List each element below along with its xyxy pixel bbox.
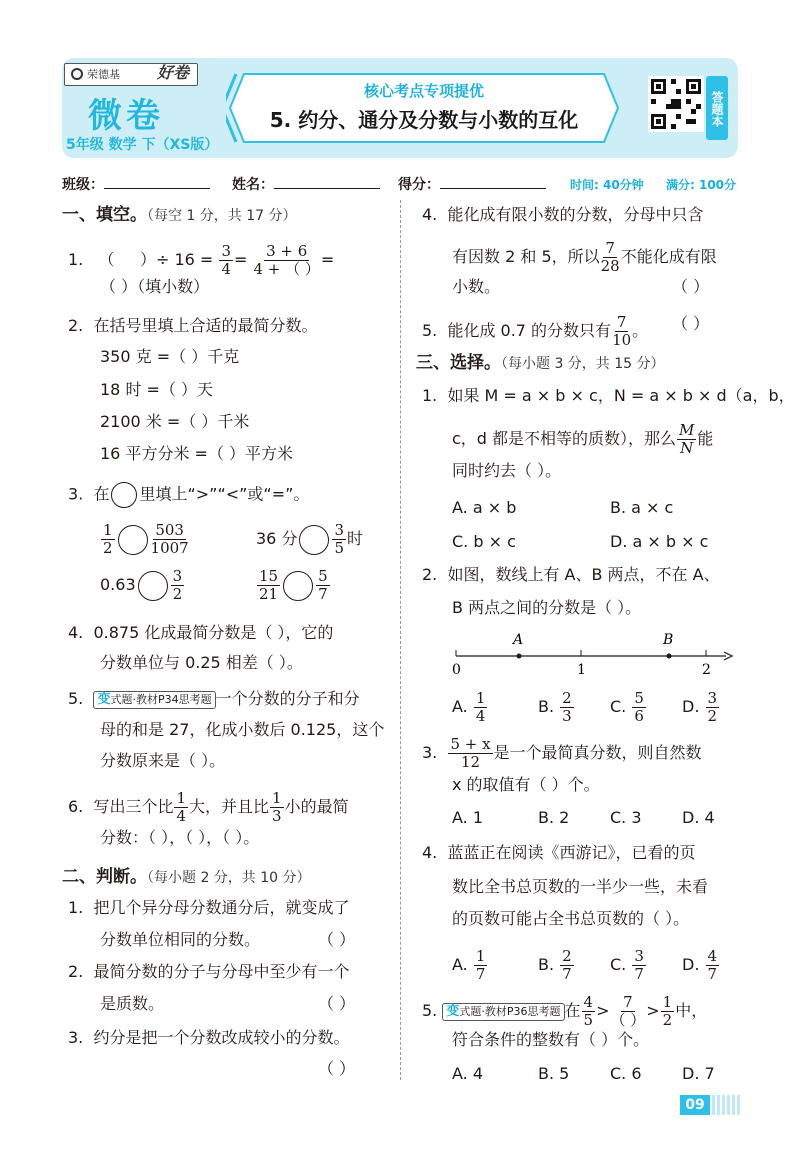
option-3-5-a[interactable]: A. 4: [452, 1064, 484, 1083]
question-1-5: 5. 变式题·教材P34思考题 一个分数的分子和分: [68, 689, 360, 708]
question-2-5: 5. 能化成 0.7 的分数只有 $\frac{7}{10}$ 。: [422, 313, 649, 349]
answer-2-5[interactable]: （ ）: [672, 314, 710, 333]
compare-circle-icon: [111, 482, 137, 508]
label-b: B: [663, 632, 674, 648]
time-limit: 时间: 40分钟: [570, 178, 644, 192]
option-3-4-d[interactable]: D. $\frac{4}{7}$: [682, 947, 718, 983]
question-1-5-line2: 母的和是 27，化成小数后 0.125，这个: [100, 720, 385, 739]
question-2-1: 1. 把几个异分母分数通分后，就变成了: [68, 898, 350, 917]
question-1-3: 3. 在 里填上“>”“<”或“=”。: [68, 482, 309, 508]
question-3-4-line3: 的页数可能占全书总页数的（ ）。: [452, 909, 690, 928]
option-3-5-d[interactable]: D. 7: [682, 1064, 715, 1083]
answer-2-3[interactable]: （ ）: [318, 1059, 356, 1078]
qr-code[interactable]: [648, 76, 704, 132]
page-decoration: [712, 1095, 740, 1115]
answer-2-4[interactable]: （ ）: [672, 277, 710, 296]
question-2-4: 4. 能化成有限小数的分数，分母中只含: [422, 205, 704, 224]
option-3-3-b[interactable]: B. 2: [538, 808, 570, 827]
section-heading-judge: 二、判断。（每小题 2 分，共 10 分）: [62, 867, 311, 887]
q1-2-d: 16 平方分米 =（ ）平方米: [100, 444, 294, 463]
name-field[interactable]: 姓名：: [232, 174, 380, 194]
tick-label-1: 1: [577, 662, 586, 678]
compare-circle[interactable]: [283, 571, 313, 601]
compare-circle[interactable]: [138, 571, 168, 601]
page-title: 5. 约分、通分及分数与小数的互化: [269, 108, 579, 132]
compare-circle[interactable]: [299, 525, 329, 555]
brand-title: 微卷: [88, 96, 164, 136]
question-2-3: 3. 约分是把一个分数改成较小的分数。: [68, 1028, 350, 1047]
question-1-4-line2: 分数单位与 0.25 相差（ ）。: [100, 653, 303, 672]
question-1-6: 6. 写出三个比 $\frac{1}{4}$ 大，并且比 $\frac{1}{3}$ 小的最简: [68, 789, 349, 825]
option-3-3-d[interactable]: D. 4: [682, 808, 715, 827]
compare-row-2b: $\frac{15}{21}$ $\frac{5}{7}$: [259, 567, 328, 603]
grade-label: 5年级 数学 下（XS版）: [66, 137, 219, 153]
question-1-1: 1. （ ）÷ 16 = $\frac{3}{4}$ = $\frac{3 + 6}{4 + ( )}$ =: [68, 242, 335, 278]
option-3-1-d[interactable]: D. a × b × c: [610, 532, 709, 551]
brand-logo: 荣德基 好卷: [64, 63, 198, 86]
question-3-3-line2: x 的取值有（ ）个。: [452, 775, 600, 794]
q1-2-c: 2100 米 =（ ）千米: [100, 412, 250, 431]
variant-tag: 变式题·教材P34思考题: [93, 691, 215, 709]
variant-tag: 变式题·教材P36思考题: [442, 1003, 564, 1021]
question-1-6-line2: 分数：（ ），（ ），（ ）。: [100, 828, 260, 847]
question-3-1: 1. 如果 M = a × b × c，N = a × b × d（a，b，: [422, 386, 795, 405]
option-3-2-c[interactable]: C. $\frac{5}{6}$: [610, 689, 644, 725]
question-3-5: 5. 变式题·教材P36思考题 在 $\frac{4}{5}$ > $\frac{7}{( )}$ > $\frac{1}{2}$ 中，: [422, 993, 708, 1029]
option-3-2-d[interactable]: D. $\frac{3}{2}$: [682, 689, 718, 725]
option-3-1-c[interactable]: C. b × c: [452, 532, 516, 551]
tick-label-0: 0: [452, 662, 461, 678]
question-3-2: 2. 如图，数线上有 A、B 两点，不在 A、: [422, 565, 720, 584]
question-2-4-line3: 小数。: [452, 277, 501, 296]
compare-row-2a: 0.63 $\frac{3}{2}$: [100, 567, 183, 603]
qr-icon: [651, 79, 701, 129]
question-2-4-line2: 有因数 2 和 5，所以 $\frac{7}{28}$ 不能化成有限: [452, 239, 717, 275]
option-3-3-a[interactable]: A. 1: [452, 808, 484, 827]
label-a: A: [513, 632, 524, 648]
question-3-1-line2: c，d 都是不相等的质数），那么 $\frac{M}{N}$ 能: [452, 421, 714, 457]
score-field[interactable]: 得分：: [398, 174, 546, 194]
point-a: [517, 654, 522, 659]
option-3-5-b[interactable]: B. 5: [538, 1064, 570, 1083]
question-1-2: 2. 在括号里填上合适的最简分数。: [68, 316, 318, 335]
logo-icon: [71, 68, 83, 80]
option-3-4-a[interactable]: A. $\frac{1}{7}$: [452, 947, 486, 983]
q1-2-b: 18 时 =（ ）天: [100, 380, 214, 399]
section-heading-choice: 三、选择。（每小题 3 分，共 15 分）: [416, 353, 665, 373]
question-2-2: 2. 最简分数的分子与分母中至少有一个: [68, 962, 350, 981]
class-field[interactable]: 班级：: [62, 174, 210, 194]
option-3-1-a[interactable]: A. a × b: [452, 498, 517, 517]
point-b: [667, 654, 672, 659]
question-2-2-line2: 是质数。: [100, 994, 165, 1013]
question-3-1-line3: 同时约去（ ）。: [452, 461, 562, 480]
tick-label-2: 2: [702, 662, 711, 678]
section-heading-fill: 一、填空。（每空 1 分，共 17 分）: [62, 205, 297, 225]
full-score: 满分: 100分: [666, 178, 737, 192]
compare-row-1a: $\frac{1}{2}$ $\frac{503}{1007}$: [103, 521, 189, 557]
answer-2-2[interactable]: （ ）: [318, 994, 356, 1013]
question-3-4: 4. 蓝蓝正在阅读《西游记》，已看的页: [422, 843, 696, 862]
q1-2-a: 350 克 =（ ）千克: [100, 347, 240, 366]
section-subtitle: 核心考点专项提优: [363, 82, 484, 100]
option-3-3-c[interactable]: C. 3: [610, 808, 642, 827]
option-3-4-c[interactable]: C. $\frac{3}{7}$: [610, 947, 644, 983]
question-3-3: 3. $\frac{5 + x}{12}$ 是一个最简真分数，则自然数: [422, 735, 702, 771]
answer-book-tab[interactable]: 答题本: [706, 76, 728, 140]
question-3-4-line2: 数比全书总页数的一半少一些，未看: [452, 877, 709, 896]
option-3-2-a[interactable]: A. $\frac{1}{4}$: [452, 689, 486, 725]
option-3-5-c[interactable]: C. 6: [610, 1064, 642, 1083]
question-1-5-line3: 分数原来是（ ）。: [100, 751, 226, 770]
question-1-1-line2: （ ）（填小数）: [100, 277, 210, 296]
question-3-2-line2: B 两点之间的分数是（ ）。: [452, 598, 642, 617]
column-divider: [400, 200, 401, 1080]
page-number: 09: [680, 1095, 710, 1115]
question-3-5-line2: 符合条件的整数有（ ）个。: [452, 1030, 650, 1049]
option-3-4-b[interactable]: B. $\frac{2}{7}$: [538, 947, 572, 983]
compare-row-1b: 36 分 $\frac{3}{5}$ 时: [256, 521, 364, 557]
question-1-4: 4. 0.875 化成最简分数是（ ），它的: [68, 623, 334, 642]
question-2-1-line2: 分数单位相同的分数。: [100, 930, 261, 949]
option-3-1-b[interactable]: B. a × c: [610, 498, 674, 517]
answer-2-1[interactable]: （ ）: [318, 930, 356, 949]
number-line: [446, 628, 738, 680]
compare-circle[interactable]: [118, 525, 148, 555]
option-3-2-b[interactable]: B. $\frac{2}{3}$: [538, 689, 572, 725]
